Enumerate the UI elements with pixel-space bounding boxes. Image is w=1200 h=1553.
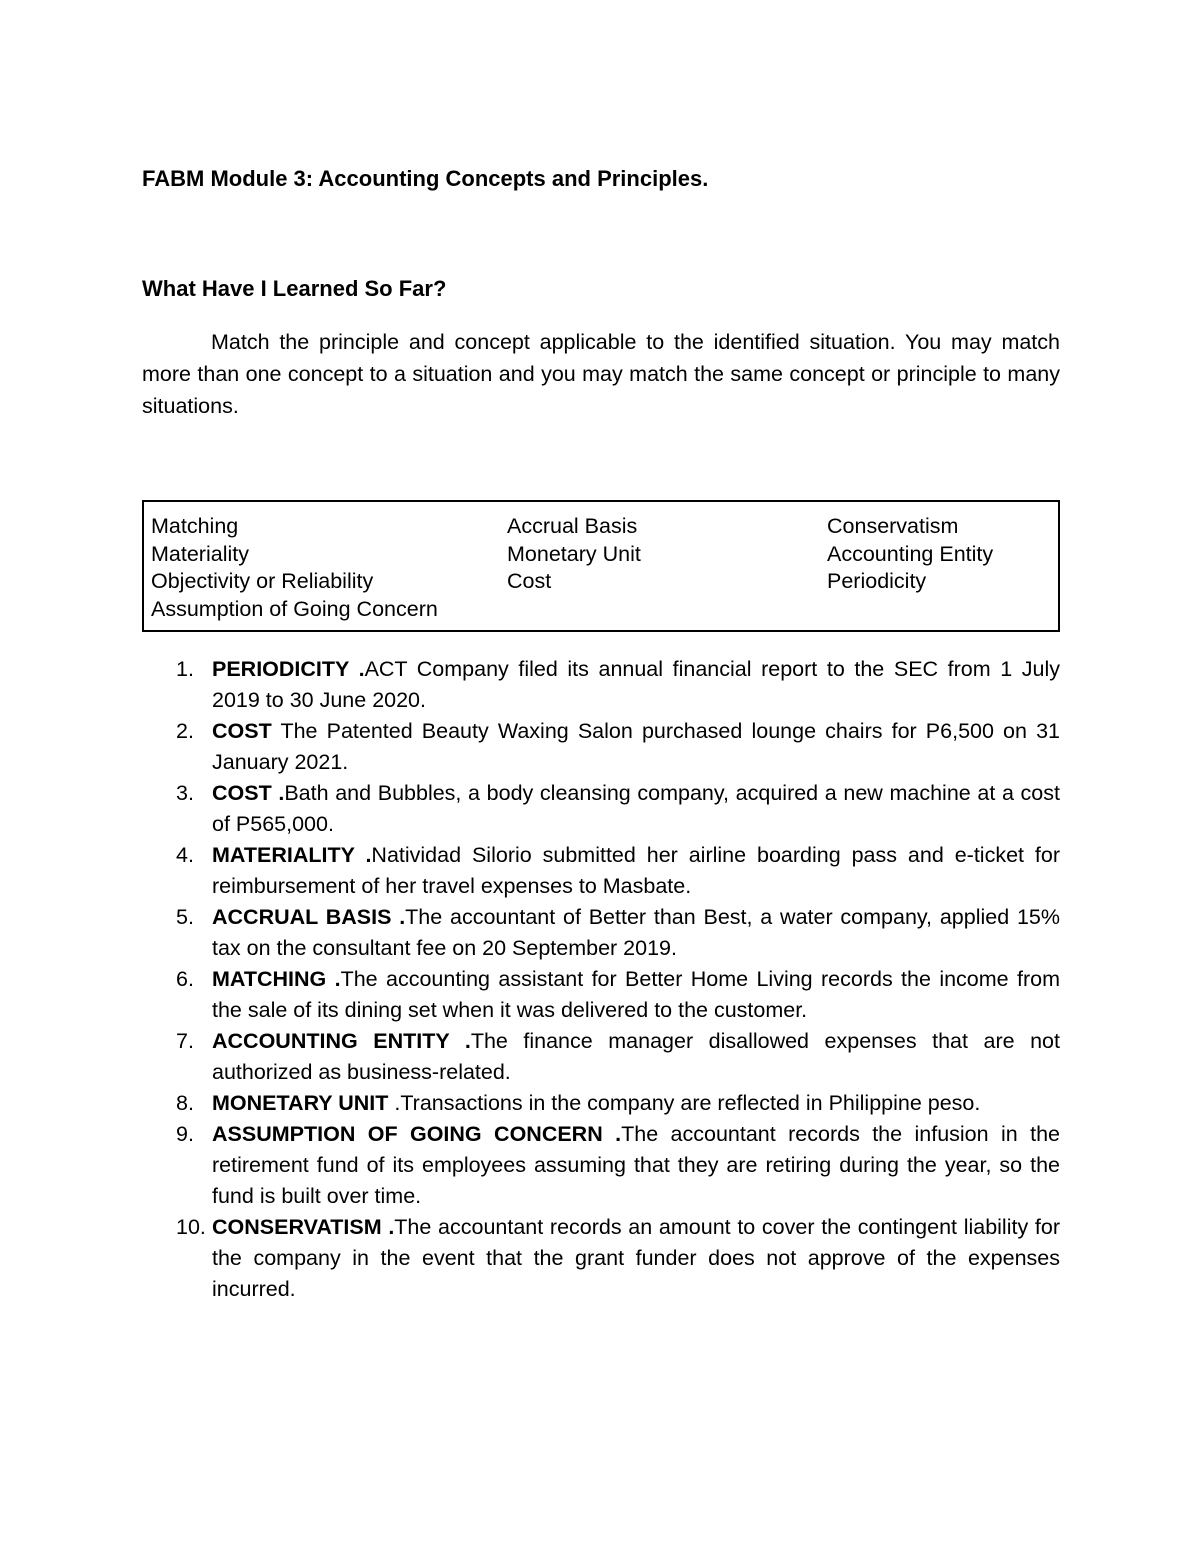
item-number: 7. (176, 1029, 194, 1053)
item-answer: MATERIALITY . (212, 843, 372, 867)
concept-option: Monetary Unit (507, 541, 641, 566)
concept-option: Objectivity or Reliability (151, 569, 374, 593)
item-answer: ASSUMPTION OF GOING CONCERN . (212, 1122, 622, 1146)
concept-option: Matching (151, 514, 239, 538)
situation-item (142, 716, 1060, 778)
situation-item (142, 840, 1060, 902)
item-number: 8. (176, 1091, 194, 1115)
concept-column-2 (507, 513, 641, 596)
item-answer: CONSERVATISM . (212, 1215, 395, 1239)
concept-option: Accounting Entity (827, 541, 994, 566)
situation-item (142, 1119, 1060, 1212)
item-answer: ACCRUAL BASIS . (212, 905, 406, 929)
item-answer: ACCOUNTING ENTITY . (212, 1029, 471, 1053)
situation-item (142, 1088, 1060, 1119)
item-answer: MONETARY UNIT (212, 1091, 389, 1115)
item-number: 1. (176, 657, 194, 681)
concept-option: Materiality (151, 541, 249, 566)
situation-item (142, 654, 1060, 716)
item-number: 4. (176, 843, 194, 867)
situation-item (142, 1026, 1060, 1088)
situation-item (142, 1212, 1060, 1305)
concept-option: Periodicity (827, 569, 927, 593)
situation-item (142, 902, 1060, 964)
item-number: 6. (176, 967, 194, 991)
item-number: 9. (176, 1122, 194, 1146)
item-number: 10. (176, 1215, 206, 1239)
item-text: The Patented Beauty Waxing Salon purchased lounge chairs for P6,500 on 31 January 2021. (212, 719, 1060, 774)
item-number: 5. (176, 905, 194, 929)
concept-option: Assumption of Going Concern (151, 596, 438, 621)
section-heading: What Have I Learned So Far? (142, 276, 447, 301)
item-text: The accountant of Better than Best, a water company, applied 15% tax on the consultant fee on 20 September 2019. (212, 905, 1060, 960)
item-answer: PERIODICITY . (212, 657, 365, 681)
item-answer: COST . (212, 781, 285, 805)
situation-list (142, 654, 1060, 1305)
item-number: 2. (176, 719, 194, 743)
item-number: 3. (176, 781, 194, 805)
concept-option: Conservatism (827, 514, 959, 538)
item-text: Natividad Silorio submitted her airline boarding pass and e-ticket for reimbursement of her travel expenses to Masbate. (212, 843, 1060, 898)
item-text: Bath and Bubbles, a body cleansing company, acquired a new machine at a cost of P565,000. (212, 781, 1060, 836)
concept-option: Accrual Basis (507, 514, 638, 538)
item-text: The accountant records an amount to cover the contingent liability for the company in the event that the grant funder does not approve of the expenses incurred. (212, 1215, 1060, 1301)
concept-option: Cost (507, 569, 552, 593)
item-text: The finance manager disallowed expenses that are not authorized as business-related. (212, 1029, 1060, 1084)
item-text: The accounting assistant for Better Home Living records the income from the sale of its dining set when it was delivered to the customer. (212, 967, 1060, 1022)
concept-column-1 (151, 513, 438, 623)
item-text: .Transactions in the company are reflected in Philippine peso. (388, 1091, 981, 1115)
item-text: The accountant records the infusion in the retirement fund of its employees assuming that they are retiring during the year, so the fund is built over time. (212, 1122, 1060, 1208)
instructions-paragraph: Match the principle and concept applicable to the identified situation. You may match more than one concept to a situation and you may match the same concept or principle to many situations. (142, 330, 1060, 418)
page-title: FABM Module 3: Accounting Concepts and Principles. (142, 166, 709, 191)
situation-item (142, 964, 1060, 1026)
item-text: ACT Company filed its annual financial report to the SEC from 1 July 2019 to 30 June 2020. (212, 657, 1061, 712)
situation-item (142, 778, 1060, 840)
concept-column-3 (827, 513, 993, 596)
item-answer: MATCHING . (212, 967, 341, 991)
concept-choices-box (142, 500, 1060, 632)
item-answer: COST (212, 719, 272, 743)
